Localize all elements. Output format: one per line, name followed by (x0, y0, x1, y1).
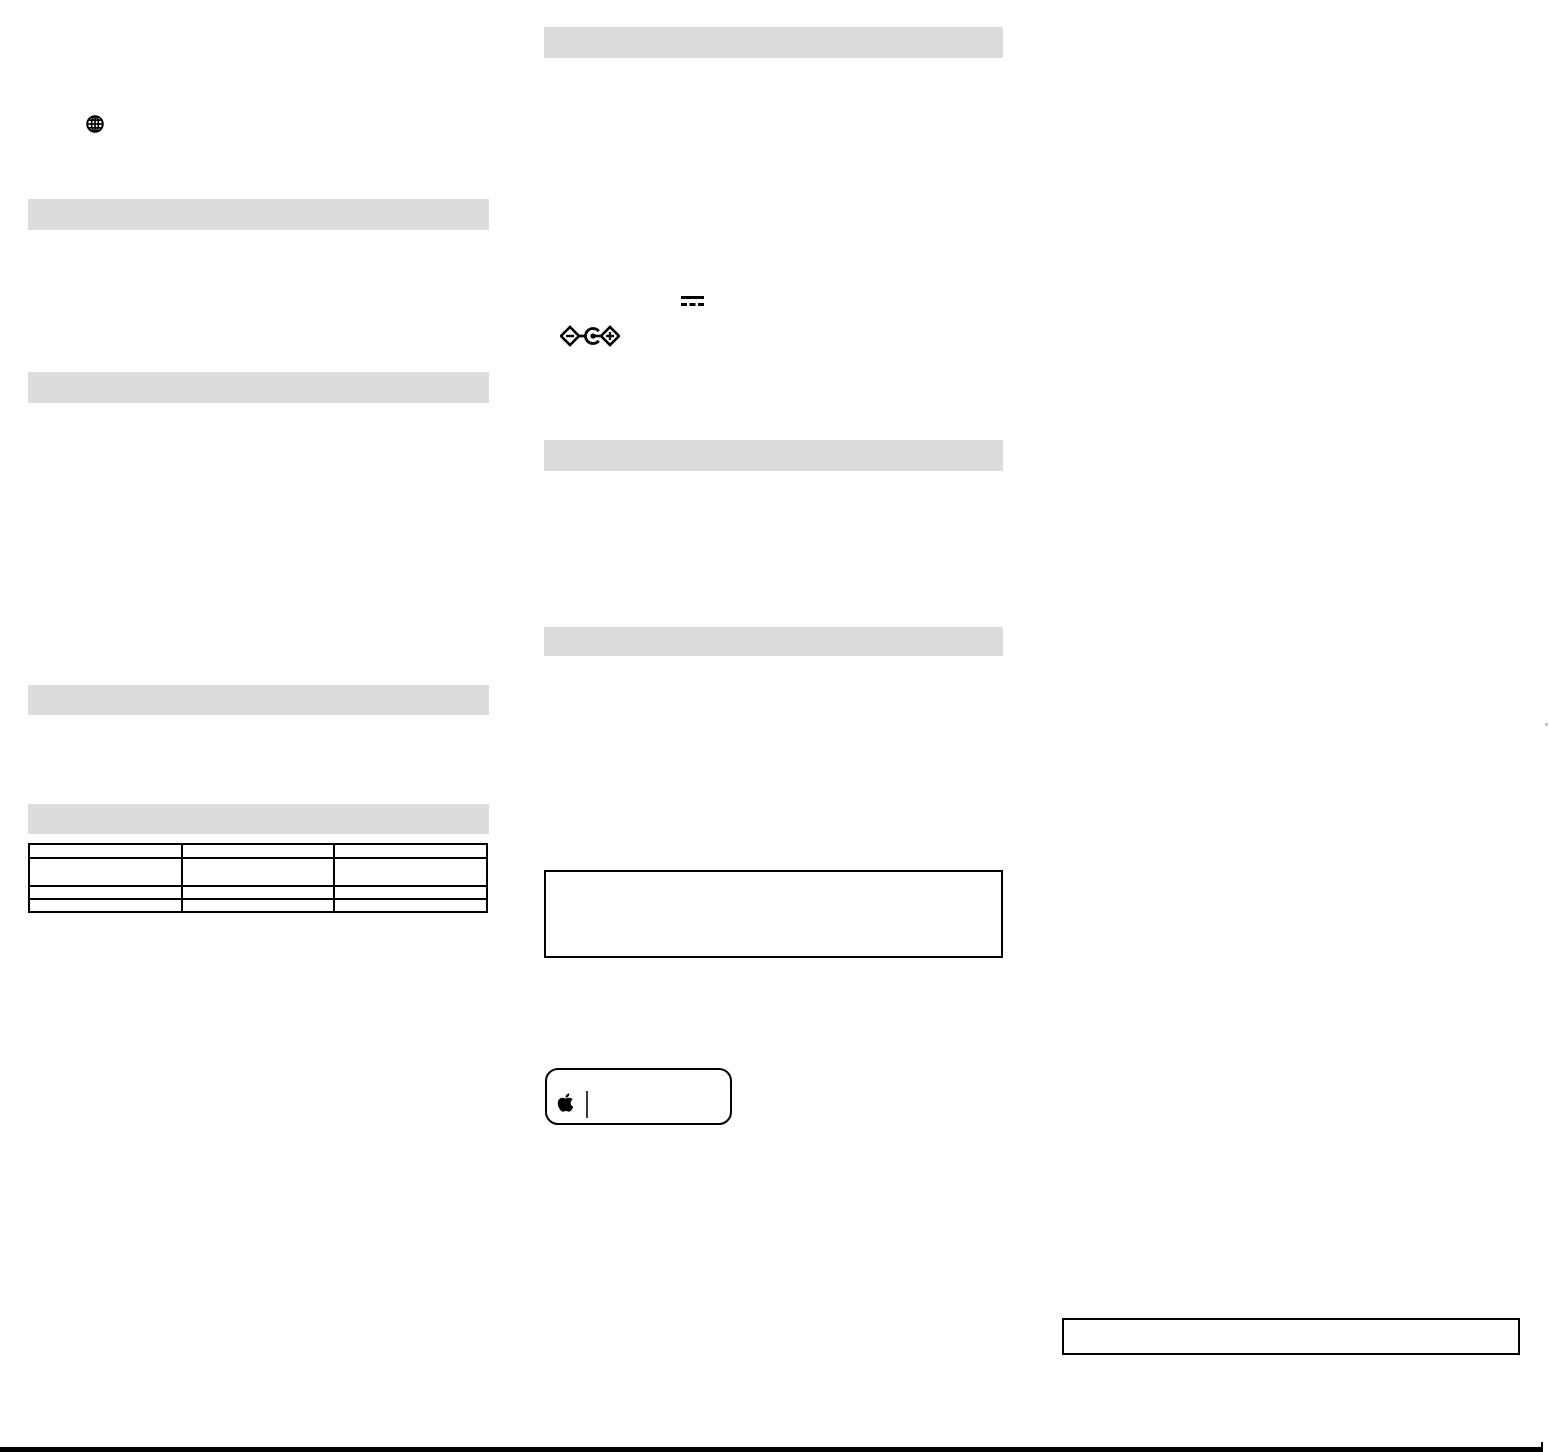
notice-box (544, 870, 1003, 958)
table-cell (334, 858, 487, 885)
dc-power-icon (681, 296, 704, 307)
polarity-center-positive-icon (560, 325, 620, 347)
table-row (29, 886, 487, 899)
section-header-bar (28, 199, 489, 230)
scan-speck (1545, 723, 1548, 726)
section-header-bar (544, 440, 1003, 471)
table-cell (29, 858, 182, 885)
table-cell (334, 886, 487, 899)
table-cell (182, 858, 335, 885)
table-cell (182, 844, 335, 858)
table-cell (29, 886, 182, 899)
table-row (29, 858, 487, 885)
table-cell (29, 844, 182, 858)
table-cell (182, 899, 335, 912)
badge-device-row (557, 1089, 598, 1119)
page-edge-bar (0, 1447, 1543, 1452)
badge-divider (586, 1091, 588, 1118)
section-header-bar (28, 372, 489, 403)
model-box (1062, 1318, 1520, 1355)
made-for-iphone-ipad-badge (545, 1068, 732, 1125)
table-row (29, 844, 487, 858)
page-edge-tick (1541, 1442, 1543, 1447)
section-header-bar (28, 804, 489, 834)
table-cell (182, 886, 335, 899)
globe-icon (86, 115, 104, 133)
spec-table (28, 843, 488, 913)
table-cell (29, 899, 182, 912)
apple-logo-icon (557, 1092, 574, 1113)
section-header-bar (544, 27, 1003, 58)
section-header-bar (544, 627, 1003, 656)
table-row (29, 899, 487, 912)
qr-code (1062, 1238, 1129, 1305)
section-header-bar (28, 685, 489, 715)
table-cell (334, 899, 487, 912)
table-cell (334, 844, 487, 858)
